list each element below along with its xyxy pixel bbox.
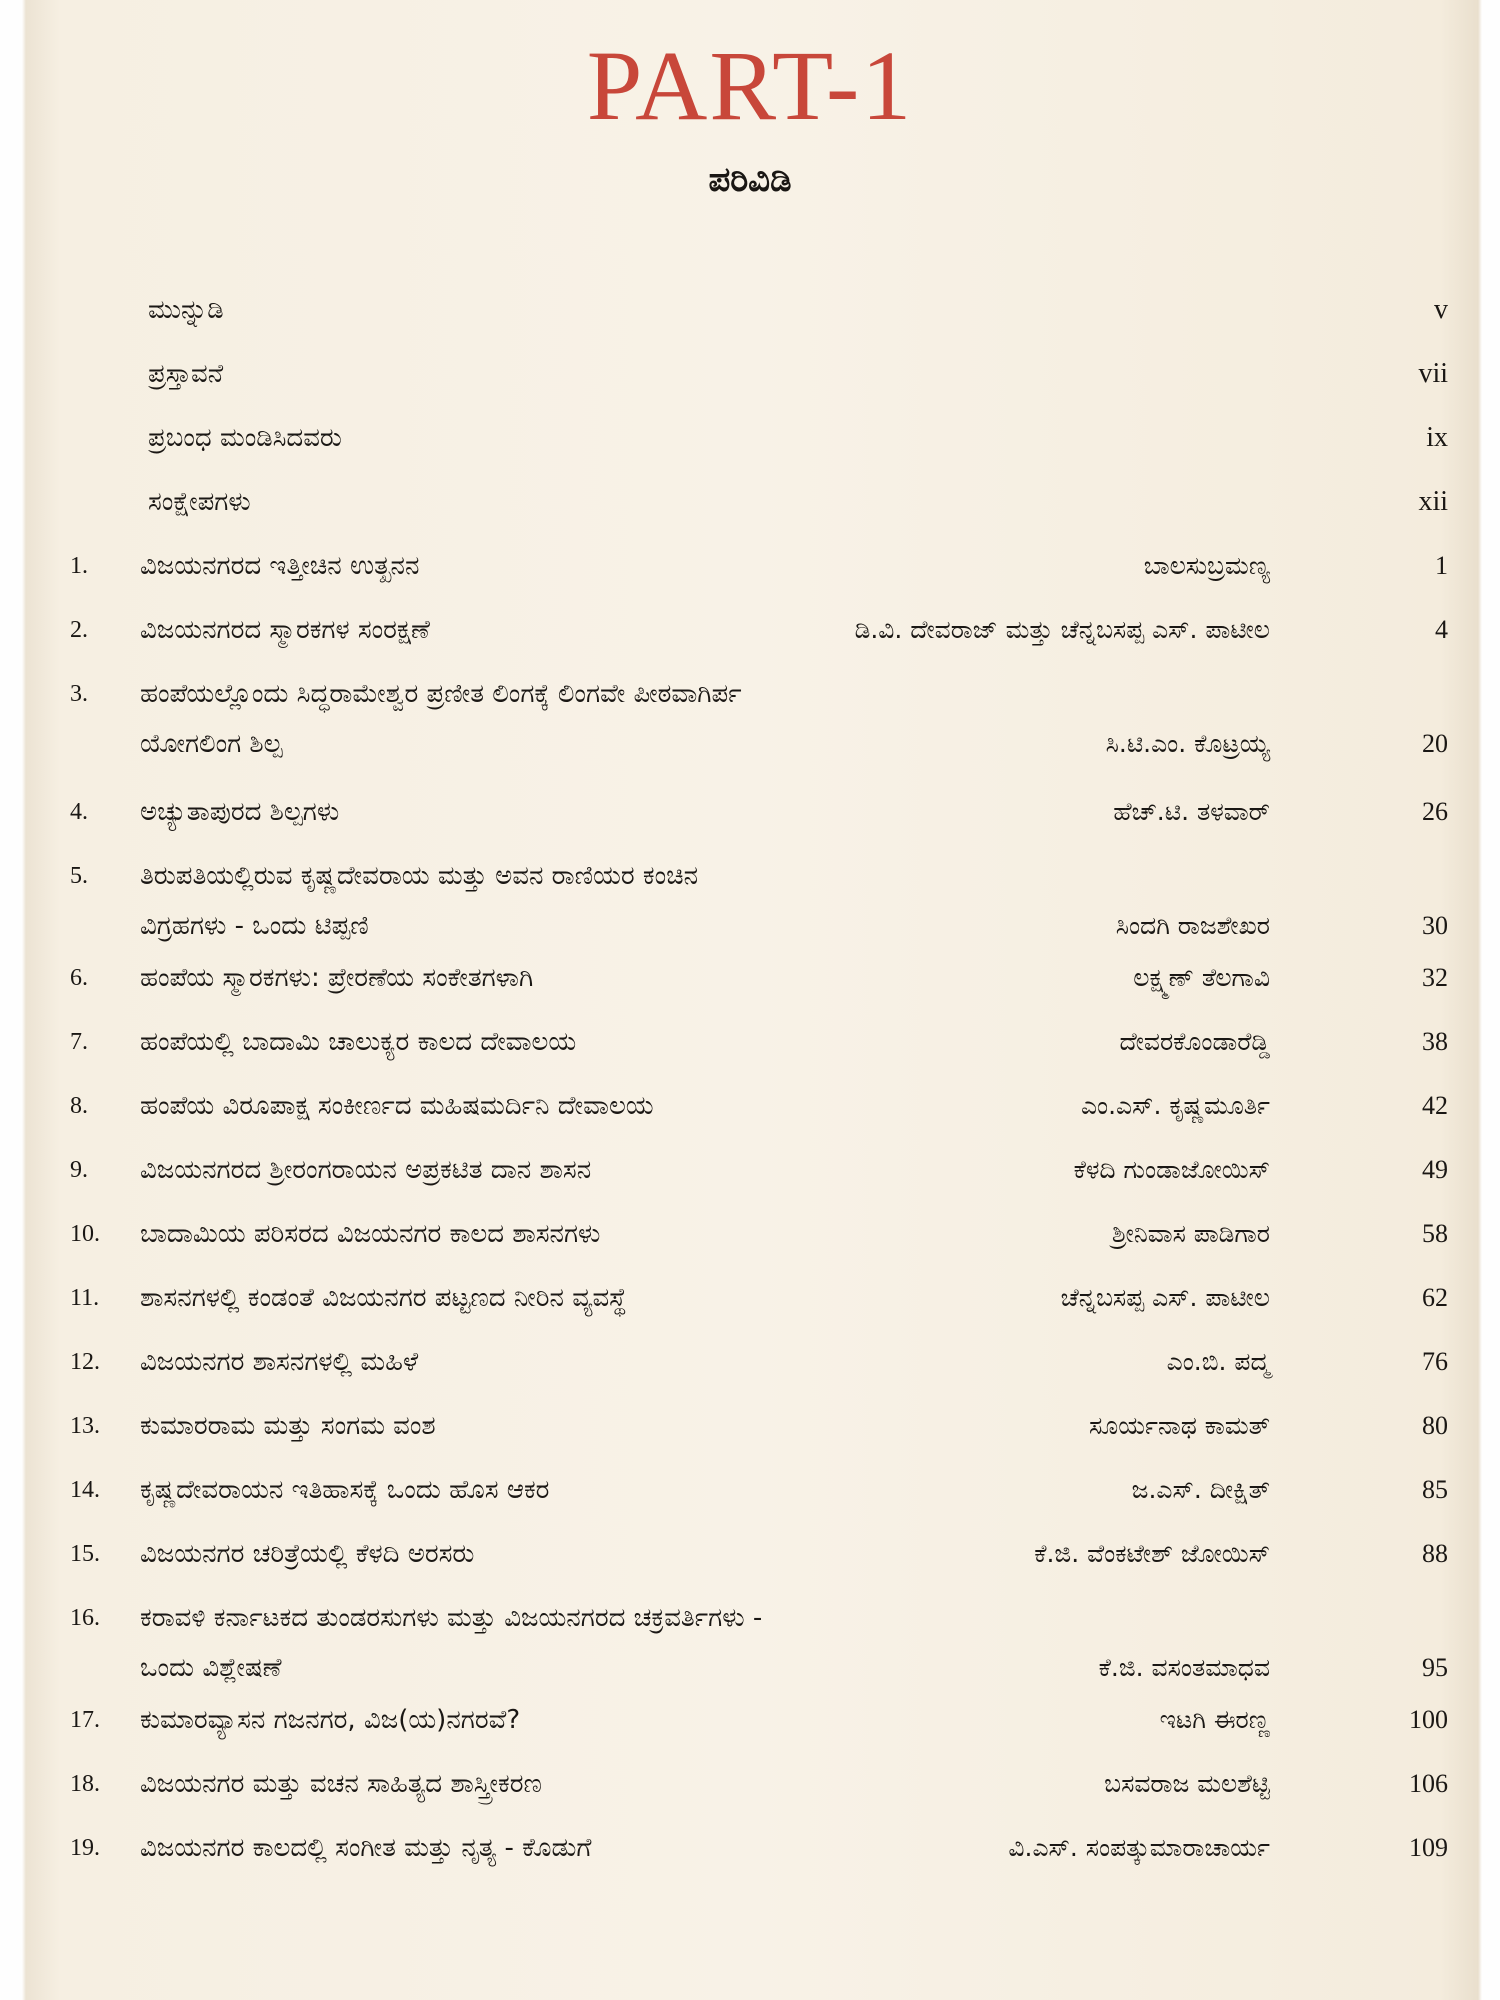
entry-number: 18. — [70, 1771, 100, 1797]
front-matter-item — [0, 356, 1500, 392]
toc-entry — [0, 548, 1500, 584]
page-number: 100 — [1409, 1705, 1448, 1734]
entry-title: ಹಂಪೆಯ ವಿರೂಪಾಕ್ಷ ಸಂಕೀರ್ಣದ ಮಹಿಷಮರ್ದಿನಿ ದೇವಾಲಯ — [140, 1091, 654, 1121]
entry-author: ಹೆಚ್.ಟಿ. ತಳವಾರ್ — [1113, 797, 1270, 826]
entry-number: 6. — [70, 965, 88, 991]
entry-number: 14. — [70, 1477, 100, 1503]
toc-entry — [0, 1408, 1500, 1444]
entry-title: ಹಂಪೆಯ ಸ್ಮಾರಕಗಳು: ಪ್ರೇರಣೆಯ ಸಂಕೇತಗಳಾಗಿ — [140, 963, 534, 993]
page-number: 62 — [1422, 1283, 1448, 1312]
toc-entry-continuation — [0, 908, 1500, 944]
page-number: 1 — [1435, 551, 1448, 580]
entry-author: ಬಾಲಸುಬ್ರಮಣ್ಯ — [1143, 551, 1270, 580]
front-matter-title: ಪ್ರಬಂಧ ಮಂಡಿಸಿದವರು — [148, 423, 342, 453]
page-number: vii — [1418, 358, 1448, 389]
entry-author: ವಿ.ಎಸ್. ಸಂಪತ್ಕುಮಾರಾಚಾರ್ಯ — [1008, 1833, 1270, 1862]
entry-title: ಕರಾವಳಿ ಕರ್ನಾಟಕದ ತುಂಡರಸುಗಳು ಮತ್ತು ವಿಜಯನಗರದ ಚಕ್ರವರ್ತಿಗಳು - — [140, 1603, 763, 1633]
toc-entry — [0, 1600, 1500, 1636]
toc-entry — [0, 1702, 1500, 1738]
entry-author: ದೇವರಕೊಂಡಾರೆಡ್ಡಿ — [1119, 1027, 1270, 1056]
entry-author: ಎಂ.ಎಸ್. ಕೃಷ್ಣಮೂರ್ತಿ — [1080, 1091, 1270, 1120]
page-number: 20 — [1422, 729, 1448, 758]
entry-author: ಲಕ್ಷ್ಮಣ್ ತೆಲಗಾವಿ — [1133, 963, 1270, 992]
entry-number: 5. — [70, 863, 88, 889]
front-matter-item — [0, 292, 1500, 328]
entry-title: ವಿಜಯನಗರದ ಸ್ಮಾರಕಗಳ ಸಂರಕ್ಷಣೆ — [140, 615, 430, 645]
page-number: 38 — [1422, 1027, 1448, 1056]
toc-entry — [0, 794, 1500, 830]
toc-entry — [0, 1088, 1500, 1124]
front-matter-title: ಮುನ್ನುಡಿ — [148, 295, 224, 325]
front-matter-item — [0, 420, 1500, 456]
page-number: 26 — [1422, 797, 1448, 826]
entry-title: ಬಾದಾಮಿಯ ಪರಿಸರದ ವಿಜಯನಗರ ಕಾಲದ ಶಾಸನಗಳು — [140, 1219, 601, 1249]
entry-author: ಸಿ.ಟಿ.ಎಂ. ಕೊಟ್ರಯ್ಯ — [1105, 729, 1270, 758]
toc-entry — [0, 1536, 1500, 1572]
entry-title: ವಿಜಯನಗರ ಕಾಲದಲ್ಲಿ ಸಂಗೀತ ಮತ್ತು ನೃತ್ಯ - ಕೊಡುಗೆ — [140, 1833, 592, 1863]
entry-author: ಕೆಳದಿ ಗುಂಡಾಜೋಯಿಸ್ — [1073, 1155, 1270, 1184]
entry-author: ಎಂ.ಬಿ. ಪದ್ಮ — [1166, 1347, 1270, 1376]
entry-number: 11. — [70, 1285, 100, 1311]
page-number: 76 — [1422, 1347, 1448, 1376]
entry-author: ಕೆ.ಜಿ. ವೆಂಕಟೇಶ್ ಜೋಯಿಸ್ — [1034, 1539, 1270, 1568]
page-number: 80 — [1422, 1411, 1448, 1440]
page-number: 58 — [1422, 1219, 1448, 1248]
entry-title: ಶಾಸನಗಳಲ್ಲಿ ಕಂಡಂತೆ ವಿಜಯನಗರ ಪಟ್ಟಣದ ನೀರಿನ ವ್ಯವಸ್ಥೆ — [140, 1283, 627, 1313]
entry-author: ಕೆ.ಜಿ. ವಸಂತಮಾಧವ — [1098, 1653, 1270, 1682]
entry-title: ಯೋಗಲಿಂಗ ಶಿಲ್ಪ — [140, 729, 283, 759]
toc-entry — [0, 612, 1500, 648]
front-matter-item — [0, 484, 1500, 520]
entry-number: 12. — [70, 1349, 100, 1375]
entry-title: ವಿಜಯನಗರದ ಶ್ರೀರಂಗರಾಯನ ಅಪ್ರಕಟಿತ ದಾನ ಶಾಸನ — [140, 1155, 592, 1185]
toc-entry — [0, 676, 1500, 712]
entry-author: ಶ್ರೀನಿವಾಸ ಪಾಡಿಗಾರ — [1111, 1219, 1270, 1248]
toc-entry — [0, 960, 1500, 996]
toc-entry — [0, 1152, 1500, 1188]
entry-number: 7. — [70, 1029, 88, 1055]
entry-author: ಸಿಂದಗಿ ರಾಜಶೇಖರ — [1115, 911, 1270, 940]
entry-title: ತಿರುಪತಿಯಲ್ಲಿರುವ ಕೃಷ್ಣದೇವರಾಯ ಮತ್ತು ಅವನ ರಾಣಿಯರ ಕಂಚಿನ — [140, 861, 699, 891]
entry-author: ಬಸವರಾಜ ಮಲಶೆಟ್ಟಿ — [1104, 1769, 1270, 1798]
entry-number: 15. — [70, 1541, 100, 1567]
page-number: 85 — [1422, 1475, 1448, 1504]
entry-number: 10. — [70, 1221, 100, 1247]
toc-entry — [0, 1472, 1500, 1508]
front-matter-title: ಸಂಕ್ಷೇಪಗಳು — [148, 487, 251, 517]
page-number: 95 — [1422, 1653, 1448, 1682]
entry-author: ಜ.ಎಸ್. ದೀಕ್ಷಿತ್ — [1131, 1475, 1270, 1504]
toc-entry — [0, 1024, 1500, 1060]
toc-entry-continuation — [0, 1650, 1500, 1686]
part-title: PART-1 — [586, 30, 914, 141]
entry-title: ವಿಜಯನಗರ ಮತ್ತು ವಚನ ಸಾಹಿತ್ಯದ ಶಾಸ್ತ್ರೀಕರಣ — [140, 1769, 542, 1799]
entry-number: 4. — [70, 799, 88, 825]
entry-title: ಅಚ್ಯುತಾಪುರದ ಶಿಲ್ಪಗಳು — [140, 797, 340, 827]
page-number: 30 — [1422, 911, 1448, 940]
entry-title: ಕುಮಾರರಾಮ ಮತ್ತು ಸಂಗಮ ವಂಶ — [140, 1411, 436, 1441]
entry-title: ಕೃಷ್ಣದೇವರಾಯನ ಇತಿಹಾಸಕ್ಕೆ ಒಂದು ಹೊಸ ಆಕರ — [140, 1475, 550, 1505]
front-matter-title: ಪ್ರಸ್ತಾವನೆ — [148, 359, 224, 389]
toc-entry — [0, 1766, 1500, 1802]
entry-number: 9. — [70, 1157, 88, 1183]
entry-title: ಕುಮಾರವ್ಯಾಸನ ಗಜನಗರ, ವಿಜ(ಯ)ನಗರವೆ? — [140, 1705, 521, 1735]
entry-number: 17. — [70, 1707, 100, 1733]
page-number: 32 — [1422, 963, 1448, 992]
entry-author: ಸೂರ್ಯನಾಥ ಕಾಮತ್ — [1089, 1411, 1270, 1440]
page-number: 88 — [1422, 1539, 1448, 1568]
page-number: xii — [1418, 486, 1448, 517]
entry-number: 13. — [70, 1413, 100, 1439]
entry-title: ವಿಗ್ರಹಗಳು - ಒಂದು ಟಿಪ್ಪಣಿ — [140, 911, 369, 941]
entry-title: ವಿಜಯನಗರದ ಇತ್ತೀಚಿನ ಉತ್ಖನನ — [140, 551, 420, 581]
entry-number: 8. — [70, 1093, 88, 1119]
page-number: v — [1434, 294, 1448, 325]
contents-heading: ಪರಿವಿಡಿ — [708, 160, 792, 200]
entry-title: ಒಂದು ವಿಶ್ಲೇಷಣೆ — [140, 1653, 282, 1683]
toc-entry — [0, 1280, 1500, 1316]
entry-number: 3. — [70, 681, 88, 707]
page-number: 106 — [1409, 1769, 1448, 1798]
page-number: 4 — [1435, 615, 1448, 644]
entry-title: ಹಂಪೆಯಲ್ಲಿ ಬಾದಾಮಿ ಚಾಲುಕ್ಯರ ಕಾಲದ ದೇವಾಲಯ — [140, 1027, 577, 1057]
page-number: 109 — [1409, 1833, 1448, 1862]
page-number: ix — [1426, 422, 1448, 453]
entry-number: 19. — [70, 1835, 100, 1861]
entry-number: 2. — [70, 617, 88, 643]
toc-entry — [0, 1344, 1500, 1380]
page-number: 42 — [1422, 1091, 1448, 1120]
entry-title: ಹಂಪೆಯಲ್ಲೊಂದು ಸಿದ್ಧರಾಮೇಶ್ವರ ಪ್ರಣೀತ ಲಿಂಗಕ್ಕೆ ಲಿಂಗವೇ ಪೀಠವಾಗಿರ್ಪ — [140, 679, 742, 709]
entry-number: 16. — [70, 1605, 100, 1631]
toc-entry — [0, 858, 1500, 894]
page-number: 49 — [1422, 1155, 1448, 1184]
entry-author: ಡಿ.ವಿ. ದೇವರಾಜ್ ಮತ್ತು ಚೆನ್ನಬಸಪ್ಪ ಎಸ್. ಪಾಟೀಲ — [854, 615, 1270, 644]
toc-entry — [0, 1830, 1500, 1866]
entry-title: ವಿಜಯನಗರ ಚರಿತ್ರೆಯಲ್ಲಿ ಕೆಳದಿ ಅರಸರು — [140, 1539, 475, 1569]
entry-author: ಇಟಗಿ ಈರಣ್ಣ — [1159, 1705, 1270, 1734]
toc-entry — [0, 1216, 1500, 1252]
entry-number: 1. — [70, 553, 88, 579]
entry-author: ಚೆನ್ನಬಸಪ್ಪ ಎಸ್. ಪಾಟೀಲ — [1060, 1283, 1270, 1312]
entry-title: ವಿಜಯನಗರ ಶಾಸನಗಳಲ್ಲಿ ಮಹಿಳೆ — [140, 1347, 419, 1377]
toc-entry-continuation — [0, 726, 1500, 762]
